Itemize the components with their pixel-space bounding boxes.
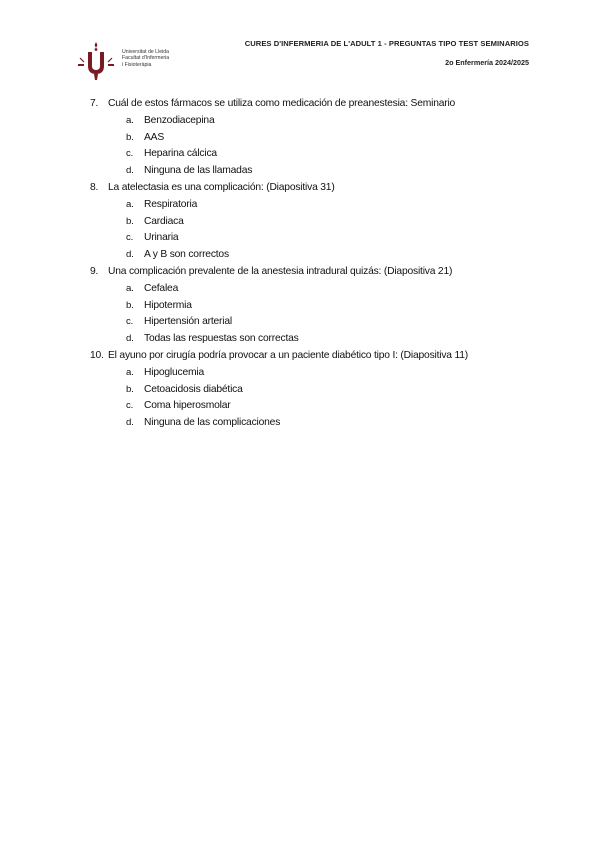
- option-text: Hipotermia: [144, 299, 192, 311]
- university-logo: [74, 40, 194, 82]
- question-9: [90, 264, 560, 348]
- option-text: Hipertensión arterial: [144, 316, 232, 328]
- option-text: Coma hiperosmolar: [144, 400, 231, 412]
- question-10: [90, 348, 560, 432]
- option-letter: c.: [126, 148, 134, 160]
- question-text: Cuál de estos fármacos se utiliza como medicación de preanestesia: Seminario: [108, 98, 456, 109]
- option-letter: c.: [126, 400, 134, 412]
- option-text: Cefalea: [144, 282, 179, 294]
- option-d: [90, 415, 560, 432]
- option-text: Todas las respuestas son correctas: [144, 333, 299, 345]
- question-line: [90, 348, 560, 365]
- option-b: [90, 130, 560, 147]
- option-text: Respiratoria: [144, 198, 198, 210]
- option-letter: a.: [126, 198, 134, 210]
- option-text: Ninguna de las llamadas: [144, 165, 253, 177]
- logo-line: i Fisioteràpia: [122, 61, 152, 68]
- logo-text: [122, 49, 169, 68]
- option-letter: c.: [126, 232, 134, 244]
- question-list: [90, 96, 560, 432]
- question-number: 10.: [90, 349, 104, 361]
- question-line: [90, 264, 560, 281]
- option-letter: d.: [126, 165, 134, 177]
- university-emblem-icon: [74, 40, 118, 82]
- option-c: [90, 230, 560, 247]
- question-number: 8.: [90, 181, 99, 193]
- question-text: Una complicación prevalente de la anestesia intradural quizás: (Diapositiva 21): [108, 265, 453, 277]
- question-text: El ayuno por cirugía podría provocar a un paciente diabético tipo I: (Diapositiva 11): [108, 349, 469, 361]
- option-a: [90, 113, 560, 130]
- question-7: [90, 96, 560, 180]
- option-c: [90, 314, 560, 331]
- option-letter: d.: [126, 333, 134, 345]
- option-text: Benzodiacepina: [144, 114, 215, 126]
- option-c: [90, 398, 560, 415]
- option-d: [90, 247, 560, 264]
- option-letter: d.: [126, 249, 134, 261]
- question-line: [90, 180, 560, 197]
- option-letter: b.: [126, 299, 134, 311]
- option-letter: b.: [126, 131, 134, 143]
- logo-line: Universitat de Lleida: [122, 49, 170, 55]
- option-letter: b.: [126, 383, 134, 395]
- option-text: AAS: [144, 131, 165, 143]
- option-d: [90, 331, 560, 348]
- option-text: Ninguna de las complicaciones: [144, 417, 281, 429]
- option-text: Urinaria: [144, 232, 179, 244]
- document-header-course: 2o Enfermería 2024/2025: [445, 58, 529, 67]
- option-text: A y B son correctos: [144, 249, 229, 261]
- option-c: [90, 146, 560, 163]
- question-line: [90, 96, 560, 113]
- question-8: [90, 180, 560, 264]
- option-text: Heparina cálcica: [144, 148, 217, 160]
- option-a: [90, 365, 560, 382]
- option-a: [90, 197, 560, 214]
- question-number: 9.: [90, 265, 99, 277]
- question-number: 7.: [90, 98, 99, 109]
- option-letter: a.: [126, 366, 134, 378]
- option-b: [90, 298, 560, 315]
- option-a: [90, 281, 560, 298]
- option-text: Cetoacidosis diabética: [144, 383, 243, 395]
- option-letter: a.: [126, 114, 134, 126]
- option-d: [90, 163, 560, 180]
- document-header-title: CURES D'INFERMERIA DE L'ADULT 1 - PREGUNTAS TIPO TEST SEMINARIOS: [244, 39, 529, 48]
- option-b: [90, 382, 560, 399]
- option-letter: d.: [126, 417, 134, 429]
- option-letter: a.: [126, 282, 134, 294]
- option-text: Hipoglucemia: [144, 366, 204, 378]
- option-letter: c.: [126, 316, 134, 328]
- option-letter: b.: [126, 215, 134, 227]
- option-text: Cardiaca: [144, 215, 184, 227]
- option-b: [90, 214, 560, 231]
- question-text: La atelectasia es una complicación: (Diapositiva 31): [108, 181, 335, 193]
- logo-line: Facultat d'Infermeria: [122, 55, 170, 62]
